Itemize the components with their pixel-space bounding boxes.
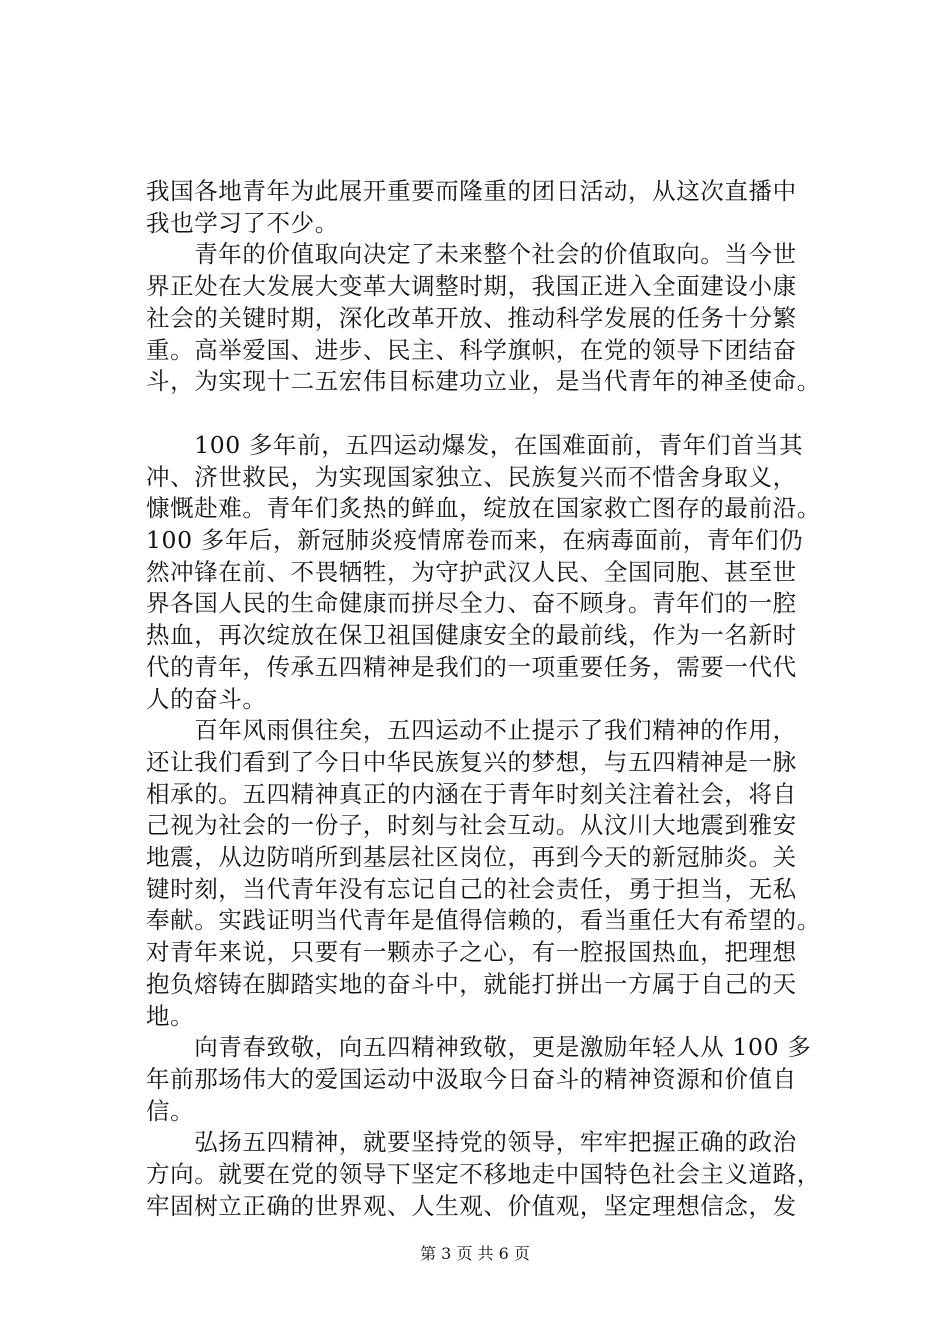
- text-line: 对青年来说，只要有一颗赤子之心，有一腔报国热血，把理想: [146, 938, 797, 967]
- page-footer: [0, 1244, 950, 1264]
- text-line: 青年的价值取向决定了未来整个社会的价值取向。当今世: [146, 240, 797, 269]
- text-line: 慷慨赴难。青年们炙热的鲜血，绽放在国家救亡图存的最前沿。: [146, 494, 821, 523]
- text-line: 键时刻，当代青年没有忘记自己的社会责任，勇于担当，无私: [146, 874, 797, 903]
- text-line: 弘扬五四精神，就要坚持党的领导，牢牢把握正确的政治: [146, 1128, 797, 1157]
- text-line: 我也学习了不少。: [146, 208, 339, 237]
- text-line: 人的奋斗。: [146, 684, 267, 713]
- text-line: 奉献。实践证明当代青年是值得信赖的，看当重任大有希望的。: [146, 906, 821, 935]
- document-body: [146, 176, 836, 1223]
- paragraph-1: [146, 176, 836, 239]
- text-line: 还让我们看到了今日中华民族复兴的梦想，与五四精神是一脉: [146, 747, 797, 776]
- text-line: 热血，再次绽放在保卫祖国健康安全的最前线，作为一名新时: [146, 621, 797, 650]
- text-line: 界各国人民的生命健康而拼尽全力、奋不顾身。青年们的一腔: [146, 589, 797, 618]
- text-line: 然冲锋在前、不畏牺牲，为守护武汉人民、全国同胞、甚至世: [146, 557, 797, 586]
- text-line: 向青春致敬，向五四精神致敬，更是激励年轻人从 100 多: [146, 1033, 812, 1062]
- text-line: 我国各地青年为此展开重要而隆重的团日活动，从这次直播中: [146, 177, 797, 205]
- text-line: 己视为社会的一份子，时刻与社会互动。从汶川大地震到雅安: [146, 811, 797, 840]
- text-line: 冲、济世救民，为实现国家独立、民族复兴而不惜舍身取义，: [146, 462, 797, 491]
- text-line: 社会的关键时期，深化改革开放、推动科学发展的任务十分繁: [146, 303, 797, 332]
- text-line: 相承的。五四精神真正的内涵在于青年时刻关注着社会，将自: [146, 779, 797, 808]
- paragraph-5: [146, 1032, 836, 1127]
- text-line: 地震，从边防哨所到基层社区岗位，再到今天的新冠肺炎。关: [146, 843, 797, 872]
- text-line: 地。: [146, 1001, 195, 1030]
- page-indicator: 第 3 页 共 6 页: [420, 1244, 530, 1263]
- text-line: 斗，为实现十二五宏伟目标建功立业，是当代青年的神圣使命。: [146, 367, 821, 396]
- text-line: 代的青年，传承五四精神是我们的一项重要任务，需要一代代: [146, 652, 797, 681]
- text-line: 界正处在大发展大变革大调整时期，我国正进入全面建设小康: [146, 272, 797, 301]
- text-line: 年前那场伟大的爱国运动中汲取今日奋斗的精神资源和价值自: [146, 1064, 797, 1093]
- text-line: 方向。就要在党的领导下坚定不移地走中国特色社会主义道路，: [146, 1160, 821, 1189]
- paragraph-3: [146, 430, 836, 715]
- text-line: 百年风雨俱往矣，五四运动不止提示了我们精神的作用，: [146, 716, 797, 745]
- text-line: 信。: [146, 1096, 195, 1125]
- text-line: 100 多年前，五四运动爆发，在国难面前，青年们首当其: [146, 430, 804, 459]
- paragraph-4: [146, 715, 836, 1032]
- paragraph-6: [146, 1127, 836, 1222]
- text-line: 抱负熔铸在脚踏实地的奋斗中，就能打拼出一方属于自己的天: [146, 969, 797, 998]
- paragraph-2: [146, 239, 836, 398]
- text-line: 100 多年后，新冠肺炎疫情席卷而来，在病毒面前，青年们仍: [146, 526, 804, 555]
- text-line: 牢固树立正确的世界观、人生观、价值观，坚定理想信念，发: [146, 1191, 797, 1220]
- text-line: 重。高举爱国、进步、民主、科学旗帜，在党的领导下团结奋: [146, 335, 797, 364]
